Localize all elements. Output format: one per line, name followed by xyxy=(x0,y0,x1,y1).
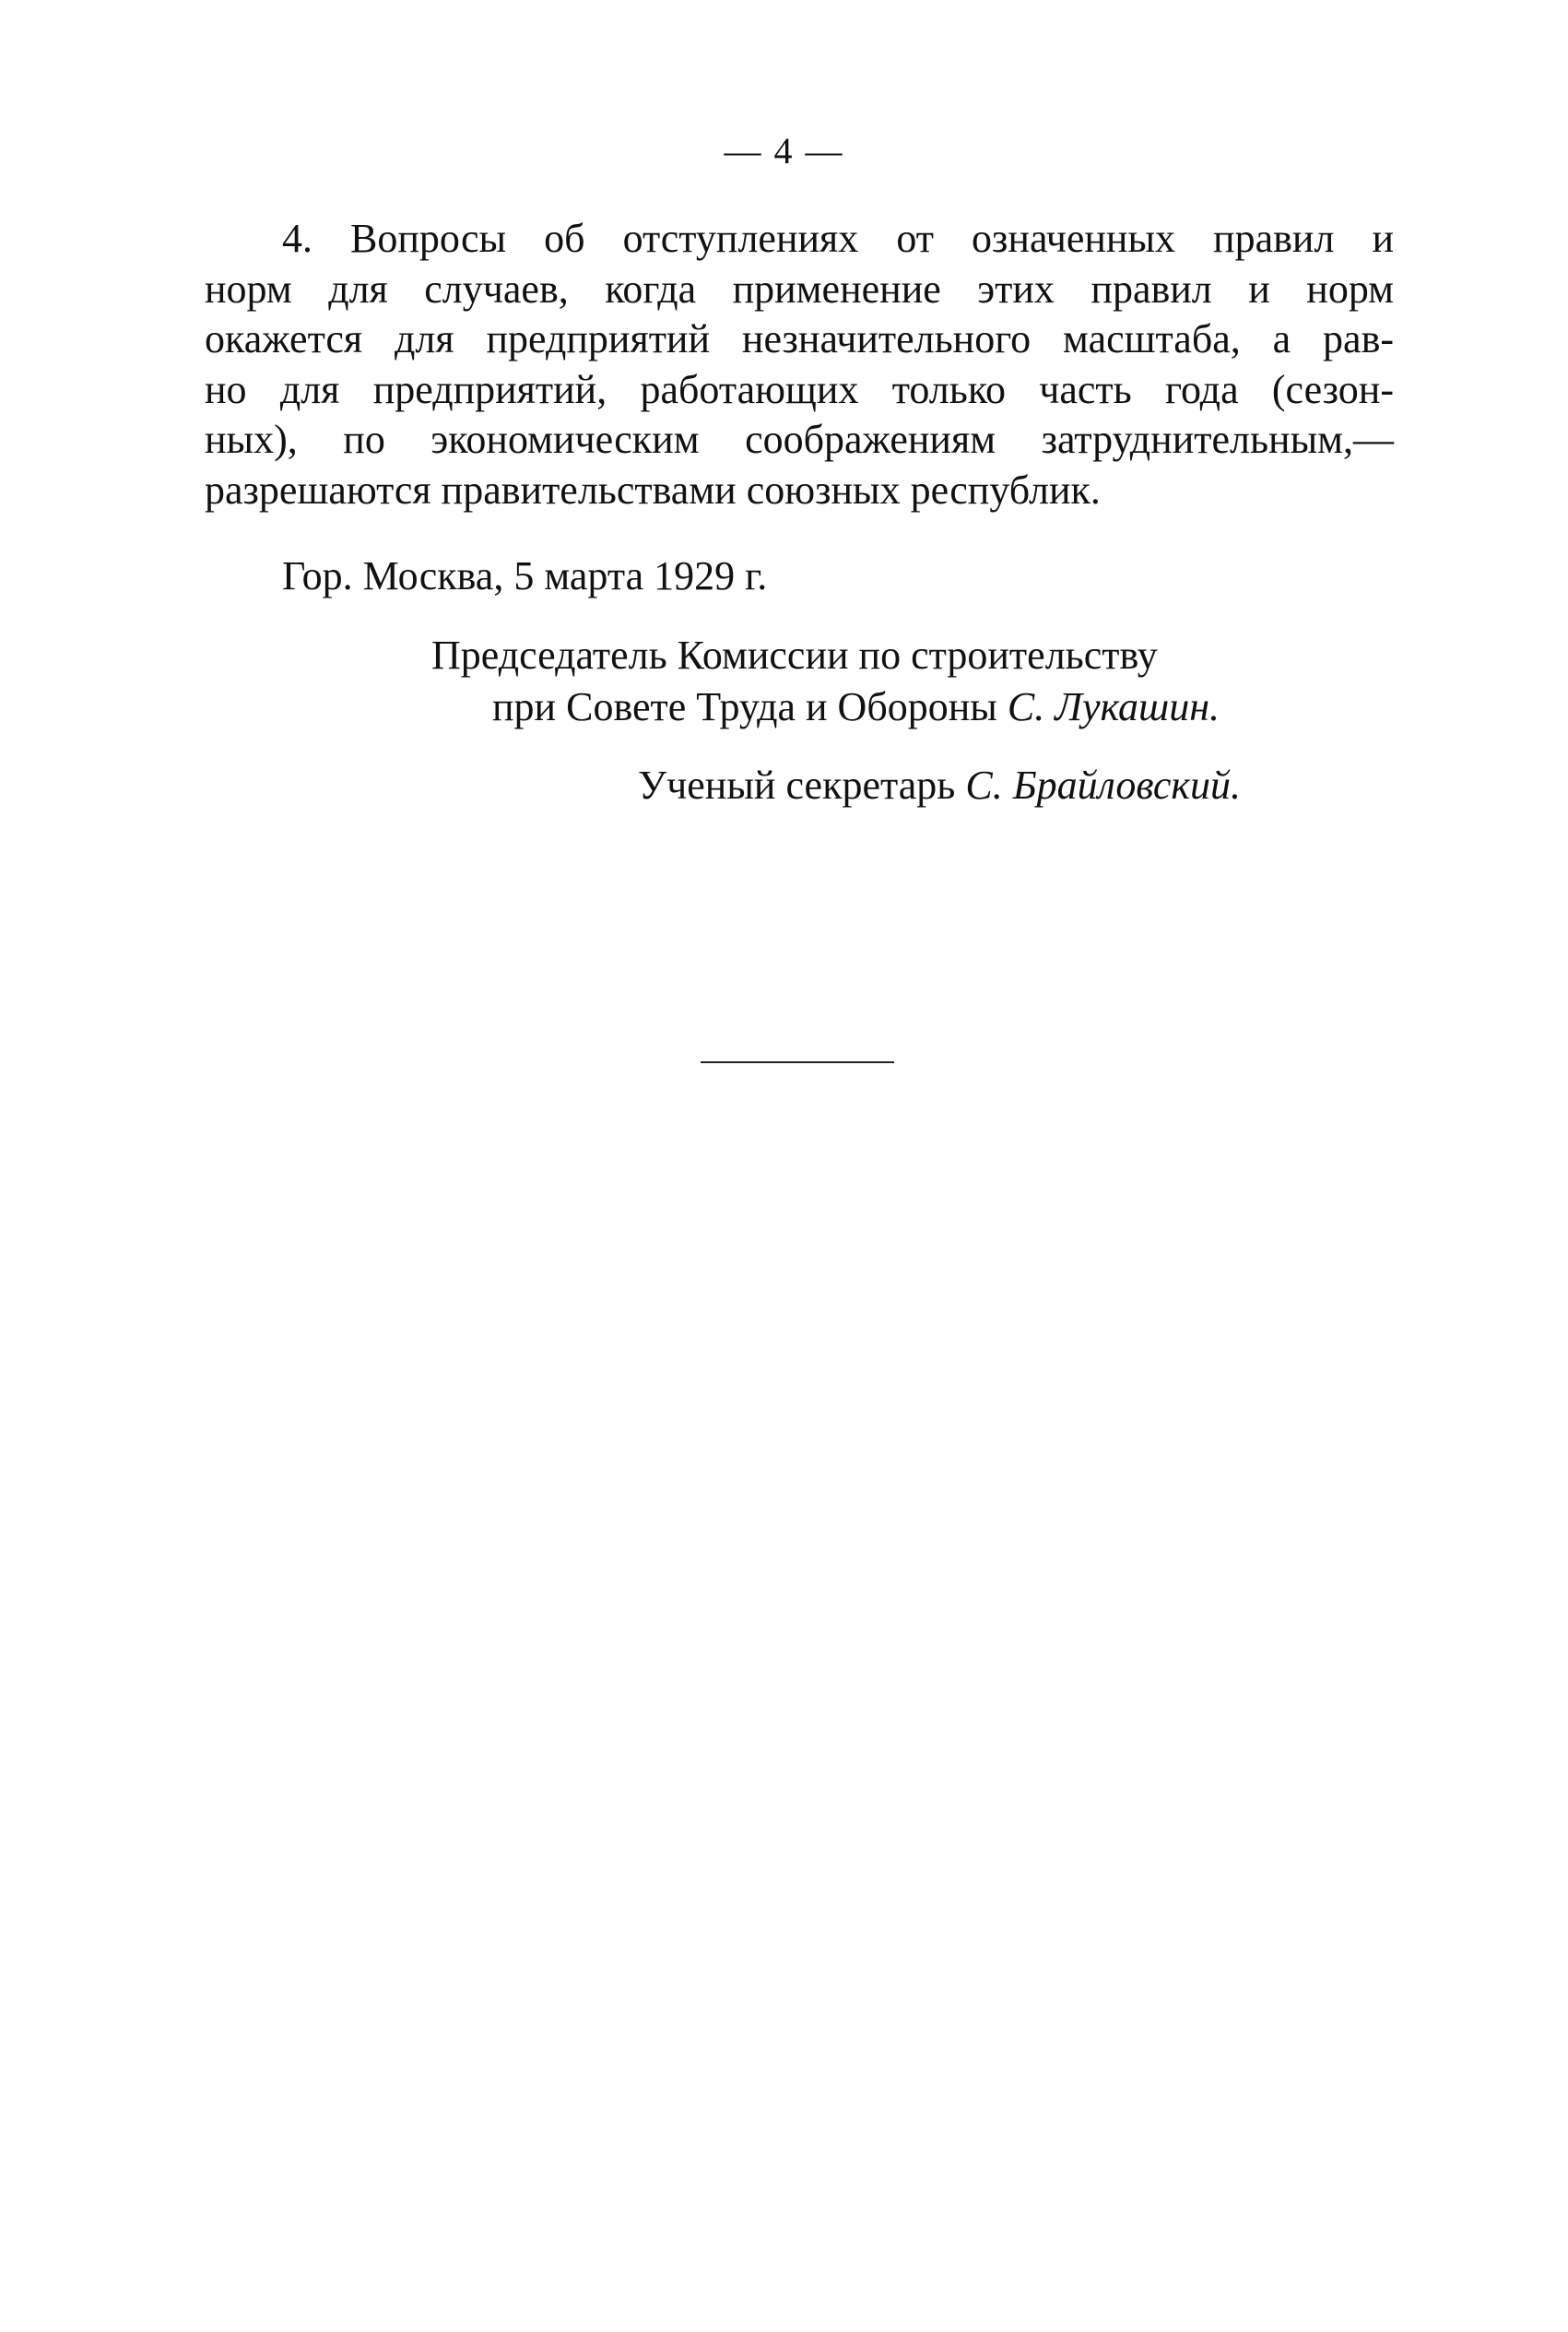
chairman-title-line-1: Председатель Комиссии по строительству xyxy=(431,633,1158,678)
chairman-signature-line xyxy=(492,682,1220,732)
paragraph-item-4 xyxy=(205,214,1394,515)
chairman-title-line-2: при Совете Труда и Обороны xyxy=(492,684,997,729)
paragraph-line: ных), по экономическим соображениям затруднительным,— xyxy=(205,417,1394,462)
paragraph-line: окажется для предприятий незначительного масштаба, а рав- xyxy=(205,316,1394,361)
secretary-signature-line xyxy=(638,761,1241,811)
end-divider xyxy=(701,1061,894,1063)
paragraph-line: разрешаются правительствами союзных республик. xyxy=(205,467,1101,513)
page-number: — 4 — xyxy=(724,130,844,172)
paragraph-line: норм для случаев, когда применение этих правил и норм xyxy=(205,266,1394,312)
paragraph-line: 4. Вопросы об отступлениях от означенных правил и xyxy=(282,216,1394,261)
paragraph-line: но для предприятий, работающих только часть года (сезон- xyxy=(205,366,1394,412)
secretary-title: Ученый секретарь xyxy=(638,763,956,808)
secretary-name: С. Брайловский. xyxy=(965,763,1241,808)
place-and-date: Гор. Москва, 5 марта 1929 г. xyxy=(282,553,768,598)
chairman-name: С. Лукашин. xyxy=(1007,684,1220,729)
